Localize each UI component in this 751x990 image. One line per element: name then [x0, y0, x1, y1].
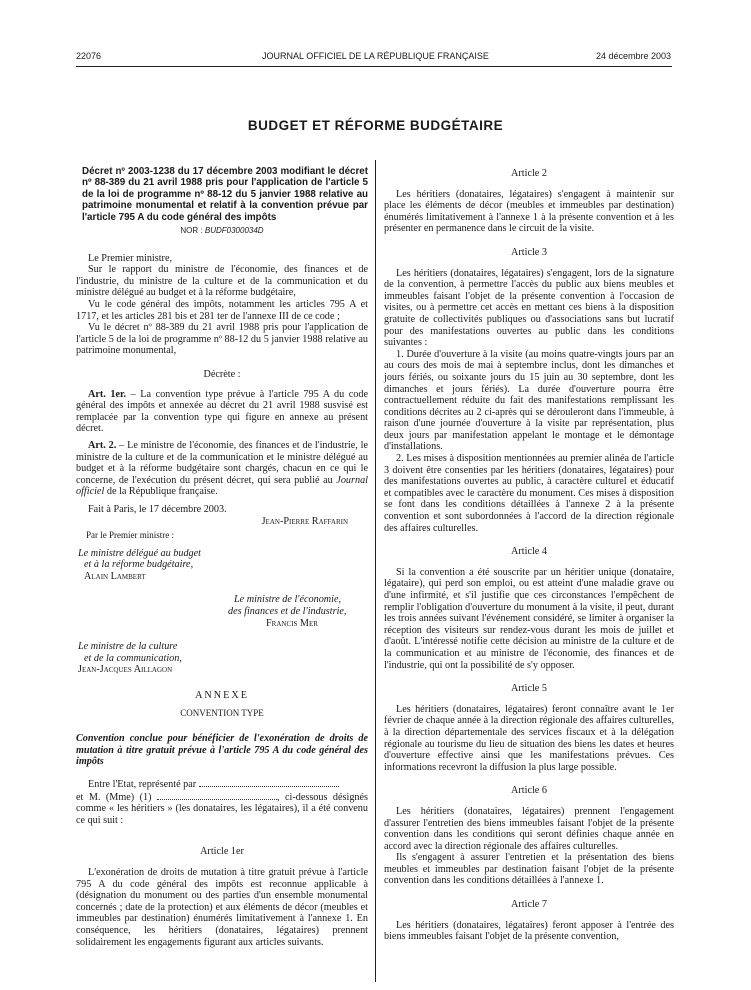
article-heading: Article 1er [200, 846, 244, 858]
intro-line: Vu le décret nº 88-389 du 21 avril 1988 pris pour l'application de l'article 5 de la loi de programme nº 88-12 du 5 janvier 1988 relative au patrimoine monumental, [76, 322, 368, 357]
article-text: Si la convention a été souscrite par un héritier unique (donataire, légataire), qui perd son emploi, ou est atteint d'une maladie grave ou d'une infirmité, et s'il justifie que ces circonstances l'empêchent de remplir l'obligation d'ouverture du monument à la visite, il peut, durant les trois années suivant l'événement considéré, se limiter à organiser la réception des visiteurs sur rendez-vous durant les mois de juillet et d'août. L'intéressé notifie cette décision au ministre de la culture et de la communication et au ministre de l'économie, des finances et de l'industrie, qui ont la possibilité de s'y opposer. [384, 566, 674, 671]
sig-role: des finances et de l'industrie, [228, 606, 347, 618]
page-header [0, 51, 751, 63]
article-text: 1. Durée d'ouverture à la visite (au moins quatre-vingts jours par an au cours des mois de mai à septembre inclus, dont les dimanches et jours fériés, ou soixante jours du 15 juin au 30 septembre, dont les dimanches et jours fériés). La durée d'ouverture pourra être contractuellement réduite du fait des manifestations remplissant les conditions décrites au 2 ci-après qui se dérouleront dans l'immeuble, à raison d'une journée d'ouverture à la visite par représentation, plus deux jours par manifestation appelant le montage et le démontage d'installations. [384, 348, 674, 453]
article-heading: Article 2 [511, 168, 547, 179]
art1-label: Art. 1er. [88, 388, 127, 400]
article-text: Les héritiers (donataires, légataires) feront apposer à l'entrée des biens immeubles faisant l'objet de la présente convention, [384, 919, 674, 943]
signature-block-culture [76, 641, 368, 676]
decree-article-1 [76, 389, 368, 435]
header-rule [76, 66, 672, 67]
sig-role: Le ministre délégué au budget [78, 547, 201, 559]
issue-date: 24 décembre 2003 [595, 51, 671, 61]
between-text: Entre l'Etat, représenté par [88, 779, 197, 790]
signature-block-economie [76, 594, 368, 629]
art2-label: Art. 2. [88, 439, 117, 451]
convention-title: Convention conclue pour bénéficier de l'exonération de droits de mutation à titre gratuit prévue à l'article 795 A du code général des impôts [76, 733, 368, 768]
intro-line: Sur le rapport du ministre de l'économie, des finances et de l'industrie, du ministre de la culture et de la communication et du ministre délégué au budget et à la réforme budgétaire, [76, 264, 368, 299]
article-heading: Article 3 [511, 246, 547, 258]
done-at: Fait à Paris, le 17 décembre 2003. [88, 503, 227, 515]
page-number: 22076 [76, 51, 102, 61]
nor-code: BUDF0300034D [204, 226, 264, 236]
decrete-line: Décrète : [203, 368, 241, 380]
decree-title: Décret nº 2003-1238 du 17 décembre 2003 modifiant le décret nº 88-389 du 21 avril 1988 pris pour l'application de l'article 5 de la loi de programme nº 88-12 du 5 janvier 1988 relative au patrimoine monumental et relatif à la convention prévue par l'article 795 A du code général des impôts [82, 166, 368, 223]
article-heading: Article 5 [511, 683, 547, 695]
article-heading: Article 7 [511, 899, 547, 911]
sig-name: Jean-Jacques Aillagon [78, 664, 173, 676]
article-heading: Article 4 [511, 546, 547, 558]
annexe-subtitle: CONVENTION TYPE [180, 707, 264, 718]
blank-line [199, 778, 339, 787]
nor-label: NOR : [180, 226, 203, 236]
article-text: 2. Les mises à disposition mentionnées au premier alinéa de l'article 3 doivent être consenties par les héritiers (donataires, légataires) pour des manifestations ouvertes au public, à caractère culturel et éducatif et compatibles avec le caractère du monument. Ces mises à disposition se font dans les conditions détaillées à l'annexe 2 à la présente convention et sont subordonnées à l'accord de la direction régionale des affaires culturelles. [384, 453, 674, 534]
right-column [384, 166, 674, 943]
between-text: , ci-dessous désignés comme « les héritiers » (les donataires, les légataires), il a été convenu ce qui suit : [76, 791, 368, 826]
article-text: Les héritiers (donataires, légataires) s'engagent, lors de la signature de la convention, à permettre l'accès du public aux biens meubles et immeubles faisant l'objet de la présente convention à l'occasion de visites, ou à permettre cet accès en mettant ces biens à la disposition gratuite de collectivités publiques ou d'associations sans but lucratif pour des manifestations ouvertes au public dans les conditions suivantes : [384, 267, 674, 349]
signature-block-budget [76, 548, 368, 583]
journal-officiel-ref: Journal officiel [76, 474, 368, 498]
article-heading: Article 6 [511, 785, 547, 797]
by-pm: Par le Premier ministre : [86, 530, 174, 541]
signatory-pm: Jean-Pierre Raffarin [261, 515, 348, 527]
art2-text: – Le ministre de l'économie, des finances et de l'industrie, le ministre de la culture et de la communication et le ministre délégué au budget et à la réforme budgétaire sont chargés, chacun en ce qui le concerne, de l'exécution du présent décret, qui sera publié au [76, 439, 368, 486]
between-text: et M. (Mme) (1) [76, 791, 152, 803]
left-column [76, 166, 368, 948]
nor-reference [76, 225, 368, 237]
annexe-title: ANNEXE [195, 690, 249, 702]
section-title: BUDGET ET RÉFORME BUDGÉTAIRE [247, 118, 504, 133]
between-line-1 [76, 778, 368, 791]
sig-role: Le ministre de l'économie, [234, 594, 342, 606]
blank-line [157, 791, 277, 800]
art2-text-end: de la République française. [104, 486, 218, 498]
intro-line: Le Premier ministre, [88, 252, 173, 264]
article-text: Les héritiers (donataires, légataires) s'engagent à maintenir sur place les éléments de décor (meubles et immeubles par destination) énumérés limitativement à l'annexe 1 à la présente convention et à les présenter en permanence dans le circuit de la visite. [384, 188, 674, 235]
sig-role: et à la réforme budgétaire, [84, 559, 194, 571]
sig-name: Alain Lambert [84, 570, 146, 582]
art1-text: – La convention type prévue à l'article 795 A du code général des impôts et annexée au décret du 21 avril 1988 susvisé est remplacée par la convention type qui figure en annexe au présent décret. [76, 388, 368, 435]
sig-role: Le ministre de la culture [78, 641, 178, 653]
intro-line: Vu le code général des impôts, notamment les articles 795 A et 1717, et les articles 281 bis et 281 ter de l'annexe III de ce code ; [76, 299, 368, 322]
article-text: Les héritiers (donataires, légataires) prennent l'engagement d'assurer l'entretien des biens immeubles faisant l'objet de la présente convention dans les conditions qui seront définies chaque année en accord avec la direction régionale des affaires culturelles. [384, 805, 674, 852]
article-text: Les héritiers (donataires, légataires) feront connaître avant le 1er février de chaque année à la direction régionale des affaires culturelles, à la direction départementale des services fiscaux et à la délégation régionale au tourisme du lieu de situation des biens les dates et heures d'ouverture effective ainsi que les manifestations prévues. Ces informations recevront la diffusion la plus large possible. [384, 703, 674, 773]
sig-name: Francis Mer [266, 617, 318, 629]
journal-title: JOURNAL OFFICIEL DE LA RÉPUBLIQUE FRANÇAISE [262, 51, 489, 61]
article-text: Ils s'engagent à assurer l'entretien et la présentation des biens meubles et immeubles par destination faisant l'objet de la présente convention dans les conditions détaillées à l'annexe 1. [384, 852, 674, 887]
column-divider [375, 160, 376, 982]
decree-article-2 [76, 440, 368, 498]
article-text: L'exonération de droits de mutation à titre gratuit prévue à l'article 795 A du code général des impôts est reconnue applicable à (désignation du monument ou des parties d'un ensemble monumental concernés ; date de la protection) et aux éléments de décor (meubles et immeubles par destination) énumérés limitativement à l'annexe 1. En conséquence, les héritiers (donataires, légataires) prennent solidairement les engagements figurant aux articles suivants. [76, 866, 368, 948]
sig-role: et de la communication, [84, 652, 182, 664]
between-line-2 [76, 791, 368, 827]
